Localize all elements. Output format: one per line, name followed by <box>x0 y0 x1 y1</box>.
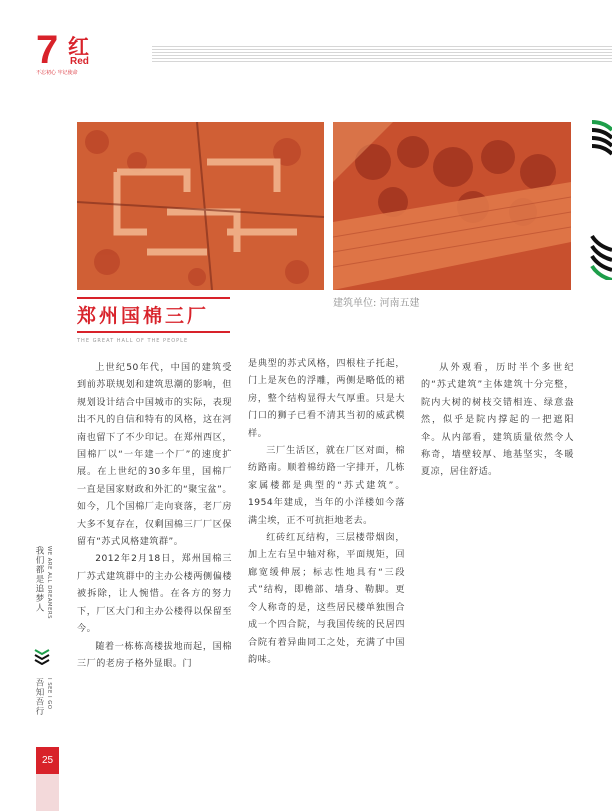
brace-decoration-bottom <box>590 232 612 280</box>
text-column-2 <box>248 356 405 669</box>
paragraph: 三厂生活区，就在厂区对面，棉纺路南。顺着棉纺路一字排开，几栋家属楼都是典型的“苏式建筑”。1954年建成，当年的小洋楼如今落满尘埃，正不可抗拒地老去。 <box>248 446 405 526</box>
builder-credit <box>333 294 420 309</box>
paragraph-continued: 是典型的苏式风格，四根柱子托起，门上是灰色的浮雕，两侧是略低的裙房，整个结构显得大气厚重。只是大门口的狮子已看不清其当初的威武模样。 <box>248 359 405 439</box>
page-number-box <box>36 747 59 774</box>
paragraph: 红砖红瓦结构，三层楼带烟囱，加上左右呈中轴对称，平面规矩，回廊宽缓伸展；标志性地具有“三段式”结构，即檐部、墙身、勒脚。更令人称奇的是，这些居民楼单独围合成一个四合院，与我国传统的民居四合院有着异曲同工之处，充满了中国韵味。 <box>248 533 405 665</box>
text-column-1 <box>77 360 232 673</box>
header-stripes <box>152 46 612 64</box>
sidebar-slogan-en: WE ARE ALL DREAMERS <box>46 546 52 620</box>
article-title-block <box>77 297 230 344</box>
sidebar-motto-en: I SEE I GO <box>46 678 52 710</box>
paragraph: 上世纪50年代，中国的建筑受到前苏联规划和建筑思潮的影响，但规划设计结合中国城市的实际，表现出不凡的自信和特有的风格，这在河南也留下了不少印记。在郑州西区，国棉厂以“一年建一个厂”的速度扩展。在上世纪的30多年里，国棉厂一直是国家财政和外汇的“聚宝盆”。如今，几个国棉厂走向衰落，老厂房大多不复存在，仅剩国棉三厂厂区保留有“苏式风格建筑群”。 <box>77 363 232 548</box>
paragraph: 从外观看，历时半个多世纪的“苏式建筑”主体建筑十分完整，院内大树的树枝交错相连、绿意盎然，似乎是院内撑起的一把遮阳伞。从内部看，建筑质量依然令人称奇，墙壁较厚、地基坚实，冬暖夏凉，居住舒适。 <box>421 363 574 478</box>
logo-hong: 红 <box>68 35 89 59</box>
article-title: 郑州国棉三厂 <box>77 305 210 327</box>
stacked-chevron-icon <box>33 647 51 665</box>
sidebar-slogan-cn: 我们都是追梦人 <box>34 546 44 613</box>
title-underline <box>77 331 230 333</box>
title-top-rule <box>77 297 230 299</box>
courtyard-photo <box>333 122 571 290</box>
page-number: 25 <box>41 755 54 766</box>
paragraph: 随着一栋栋高楼拔地而起，国棉三厂的老房子格外显眼。门 <box>77 641 232 669</box>
logo-red: Red <box>70 56 89 67</box>
logo-mark: 7 <box>36 28 57 72</box>
brace-decoration-top <box>590 118 612 160</box>
sidebar-motto-cn: 吾知吾行 <box>34 678 44 716</box>
page-number-stub <box>36 774 59 811</box>
article-subtitle: THE GREAT HALL OF THE PEOPLE <box>77 338 189 344</box>
credit-label: 建筑单位: <box>333 298 377 309</box>
aerial-photo-block <box>77 122 324 290</box>
magazine-logo <box>36 28 116 80</box>
logo-slogan: 不忘初心 牢记使命 <box>36 70 78 76</box>
credit-value: 河南五建 <box>379 298 420 309</box>
text-column-3 <box>421 360 574 482</box>
paragraph: 2012年2月18日，郑州国棉三厂苏式建筑群中的主办公楼两侧偏楼被拆除，让人惋惜。在各方的努力下，厂区大门和主办公楼得以保留至今。 <box>77 554 232 635</box>
